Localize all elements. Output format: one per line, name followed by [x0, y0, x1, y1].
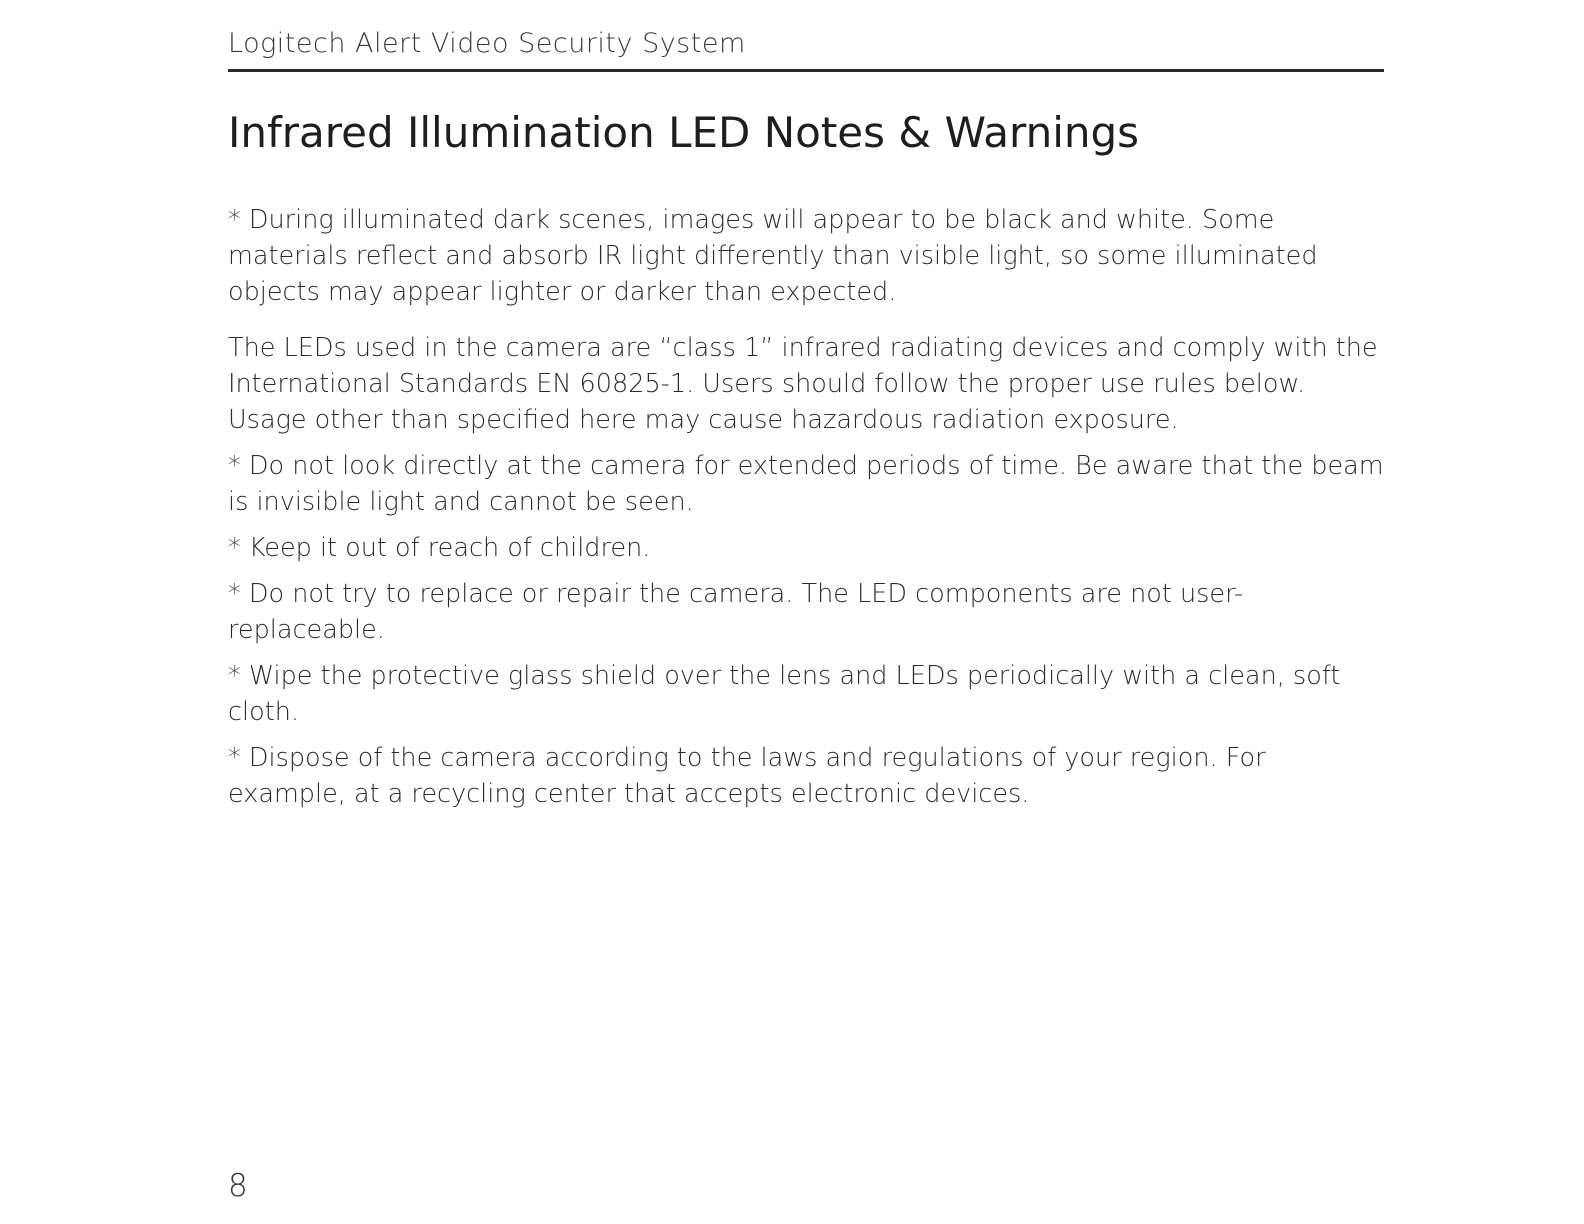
paragraph-led-class: The LEDs used in the camera are “class 1” infrared radiating devices and comply with the International Standards EN 60825-1. Users should follow the proper use rules below. Usage other than specified here may cause hazardous radiation exposure.	[228, 333, 1378, 435]
header-divider	[228, 69, 1384, 72]
page-title: Infrared Illumination LED Notes & Warnings	[228, 108, 1140, 157]
body-text	[228, 202, 1388, 812]
running-header: Logitech Alert Video Security System	[228, 28, 746, 59]
paragraph-children: * Keep it out of reach of children.	[228, 533, 651, 563]
page-number: 8	[228, 1168, 248, 1204]
paragraph-dispose: * Dispose of the camera according to the laws and regulations of your region. For example, at a recycling center that accepts electronic devices.	[228, 743, 1266, 809]
paragraph-no-repair: * Do not try to replace or repair the camera. The LED components are not user-replaceable.	[228, 579, 1244, 645]
paragraph-wipe-glass: * Wipe the protective glass shield over the lens and LEDs periodically with a clean, soft cloth.	[228, 661, 1341, 727]
paragraph-do-not-look: * Do not look directly at the camera for extended periods of time. Be aware that the beam is invisible light and cannot be seen.	[228, 451, 1384, 517]
paragraph-dark-scenes: * During illuminated dark scenes, images will appear to be black and white. Some materials reflect and absorb IR light differently than visible light, so some illuminated objects may appear lighter or darker than expected.	[228, 205, 1318, 307]
